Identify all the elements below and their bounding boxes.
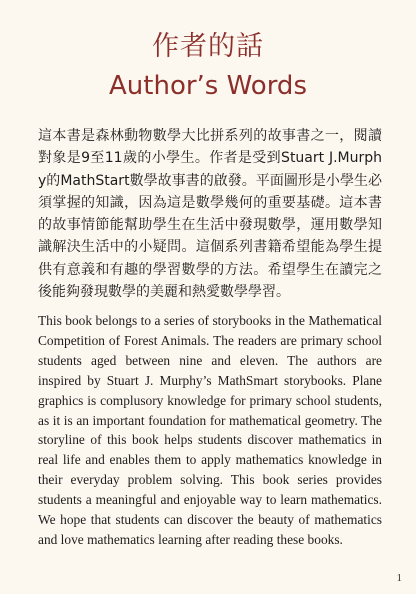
page-title-english: Author’s Words [109,71,307,101]
body-paragraph-chinese: 這本書是森林動物數學大比拼系列的故事書之一，閱讀對象是9至11歲的小學生。作者是受到Stuart J.Murphy的MathStart數學故事書的啟發。平面圖形是小學生必須掌握的知識，因為這是數學幾何的重要基礎。這本書的故事情節能幫助學生在生活中發現數學，運用數學知識解決生活中的小疑問。這個系列書籍希望能為學生提供有意義和有趣的學習數學的方法。希望學生在讀完之後能夠發現數學的美麗和熱愛數學學習。 [38,128,382,301]
page-number: 1 [396,572,402,584]
body-paragraph-english: This book belongs to a series of storybooks in the Mathematical Competition of Forest Animals. The readers are primary school students aged between nine and eleven. The authors are inspired by Stuart J. Murphy’s MathSmart storybooks. Plane graphics is complusory knowledge for primary school students, as it is an important foundation for mathematical geometry. The storyline of this book helps students discover mathematics in real life and enables them to apply mathematics knowledge in their everyday problem solving. This book series provides students a meaningful and enjoyable way to learn mathematics. We hope that students can discover the beauty of mathematics and love mathematics learning after reading these books. [38,313,382,547]
page-title-chinese: 作者的話 [152,31,264,62]
